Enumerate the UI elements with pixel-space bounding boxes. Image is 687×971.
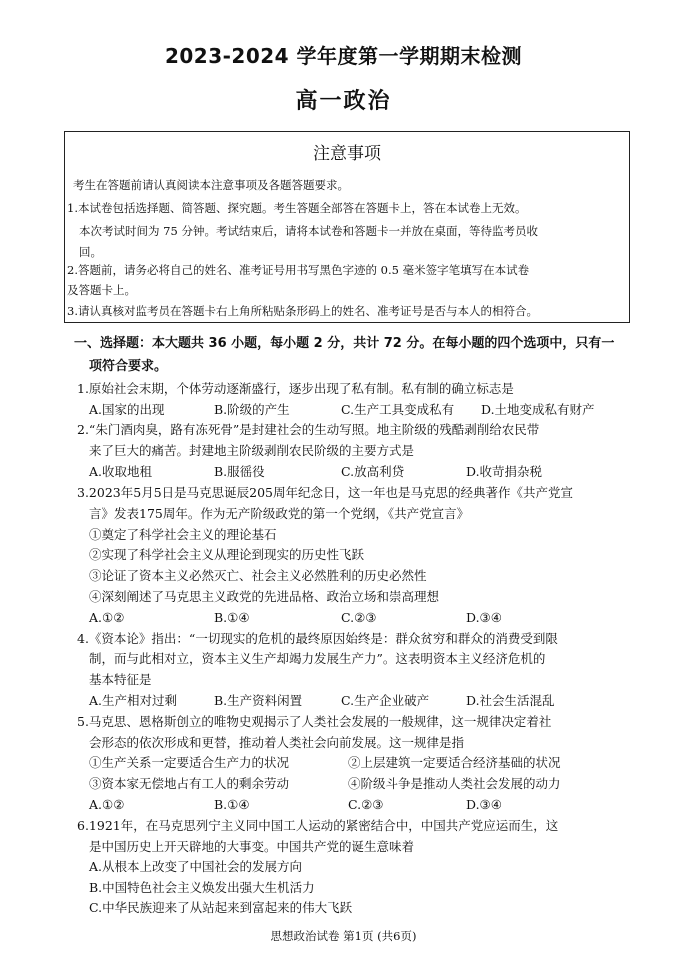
question-3-statement-3: ③论证了资本主义必然灭亡、社会主义必然胜利的历史必然性 bbox=[89, 568, 427, 583]
question-3-option-c: C.②③ bbox=[341, 610, 377, 625]
question-6-stem: 6.1921年，在马克思列宁主义同中国工人运动的紧密结合中，中国共产党应运而生，这 bbox=[77, 818, 559, 833]
question-1-option-d: D.土地变成私有财产 bbox=[481, 402, 595, 417]
question-2-option-b: B.服徭役 bbox=[214, 464, 265, 479]
question-2-option-c: C.放高利贷 bbox=[341, 464, 405, 479]
question-2-option-d: D.收苛捐杂税 bbox=[466, 464, 543, 479]
notice-item-1-cont: 本次考试时间为 75 分钟。考试结束后，请将本试卷和答题卡一并放在桌面，等待监考员收 bbox=[79, 224, 538, 238]
question-4-stem: 4.《资本论》指出：“一切现实的危机的最终原因始终是：群众贫穷和群众的消费受到限 bbox=[77, 631, 558, 646]
question-5-statement-1: ①生产关系一定要适合生产力的状况 bbox=[89, 755, 290, 770]
notice-title: 注意事项 bbox=[313, 144, 381, 164]
notice-box bbox=[64, 131, 630, 323]
question-1-option-b: B.阶级的产生 bbox=[214, 402, 290, 417]
question-4-option-c: C.生产企业破产 bbox=[341, 693, 430, 708]
question-3-stem-cont: 言》发表175周年。作为无产阶级政党的第一个党纲，《共产党宣言》 bbox=[89, 506, 470, 521]
question-4-option-d: D.社会生活混乱 bbox=[466, 693, 555, 708]
question-6-option-b: B.中国特色社会主义焕发出强大生机活力 bbox=[89, 880, 315, 895]
notice-item-2-cont: 及答题卡上。 bbox=[67, 283, 136, 297]
question-3-option-b: B.①④ bbox=[214, 610, 250, 625]
question-5-stem-cont: 会形态的依次形成和更替，推动着人类社会向前发展。这一规律是指 bbox=[89, 735, 465, 750]
notice-item-1-end: 回。 bbox=[79, 245, 102, 259]
question-5-option-d: D.③④ bbox=[466, 797, 502, 812]
question-3-statement-2: ②实现了科学社会主义从理论到现实的历史性飞跃 bbox=[89, 547, 365, 562]
question-1-option-a: A.国家的出现 bbox=[89, 402, 165, 417]
question-1-option-c: C.生产工具变成私有 bbox=[341, 402, 455, 417]
question-5-stem: 5.马克思、恩格斯创立的唯物史观揭示了人类社会发展的一般规律，这一规律决定着社 bbox=[77, 714, 552, 729]
question-3-option-d: D.③④ bbox=[466, 610, 502, 625]
question-5-statement-2: ②上层建筑一定要适合经济基础的状况 bbox=[348, 755, 561, 770]
question-5-statement-3: ③资本家无偿地占有工人的剩余劳动 bbox=[89, 776, 290, 791]
page-footer: 思想政治试卷 第1页 (共6页) bbox=[270, 929, 417, 943]
question-3-option-a: A.①② bbox=[89, 610, 125, 625]
question-4-option-b: B.生产资料闲置 bbox=[214, 693, 303, 708]
question-6-stem-cont: 是中国历史上开天辟地的大事变。中国共产党的诞生意味着 bbox=[89, 839, 415, 854]
exam-subject: 高一政治 bbox=[295, 89, 392, 114]
question-2-stem: 2.“朱门酒肉臭，路有冻死骨”是封建社会的生动写照。地主阶级的残酷剥削给农民带 bbox=[77, 422, 540, 437]
notice-item-1: 1.本试卷包括选择题、简答题、探究题。考生答题全部答在答题卡上，答在本试卷上无效。 bbox=[67, 201, 527, 215]
notice-item-3: 3.请认真核对监考员在答题卡右上角所粘贴条形码上的姓名、准考证号是否与本人的相符合。 bbox=[67, 304, 538, 318]
question-6-option-c: C.中华民族迎来了从站起来到富起来的伟大飞跃 bbox=[89, 900, 353, 915]
notice-intro: 考生在答题前请认真阅读本注意事项及各题答题要求。 bbox=[73, 178, 349, 192]
question-6-option-a: A.从根本上改变了中国社会的发展方向 bbox=[89, 859, 303, 874]
exam-title: 2023-2024 学年度第一学期期末检测 bbox=[164, 44, 523, 68]
question-3-statement-4: ④深刻阐述了马克思主义政党的先进品格、政治立场和崇高理想 bbox=[89, 589, 440, 604]
question-2-option-a: A.收取地租 bbox=[89, 464, 153, 479]
question-4-stem-cont: 制，而与此相对立，资本主义生产却竭力发展生产力”。这表明资本主义经济危机的 bbox=[89, 651, 546, 666]
section-heading: 一、选择题：本大题共 36 小题，每小题 2 分，共计 72 分。在每小题的四个选项中，只有一 bbox=[74, 336, 615, 351]
question-1-stem: 1.原始社会末期，个体劳动逐渐盛行，逐步出现了私有制。私有制的确立标志是 bbox=[77, 381, 514, 396]
question-3-stem: 3.2023年5月5日是马克思诞辰205周年纪念日，这一年也是马克思的经典著作《共产党宣 bbox=[77, 485, 574, 500]
question-4-option-a: A.生产相对过剩 bbox=[89, 693, 178, 708]
section-heading-cont: 项符合要求。 bbox=[89, 359, 168, 374]
question-5-option-c: C.②③ bbox=[348, 797, 384, 812]
question-5-statement-4: ④阶级斗争是推动人类社会发展的动力 bbox=[348, 776, 561, 791]
question-2-stem-cont: 来了巨大的痛苦。封建地主阶级剥削农民阶级的主要方式是 bbox=[89, 443, 415, 458]
question-5-option-b: B.①④ bbox=[214, 797, 250, 812]
question-4-stem-end: 基本特征是 bbox=[89, 672, 152, 687]
question-3-statement-1: ①奠定了科学社会主义的理论基石 bbox=[89, 527, 277, 542]
notice-item-2: 2.答题前，请务必将自己的姓名、准考证号用书写黑色字迹的 0.5 毫米签字笔填写在本试卷 bbox=[67, 263, 530, 277]
question-5-option-a: A.①② bbox=[89, 797, 125, 812]
